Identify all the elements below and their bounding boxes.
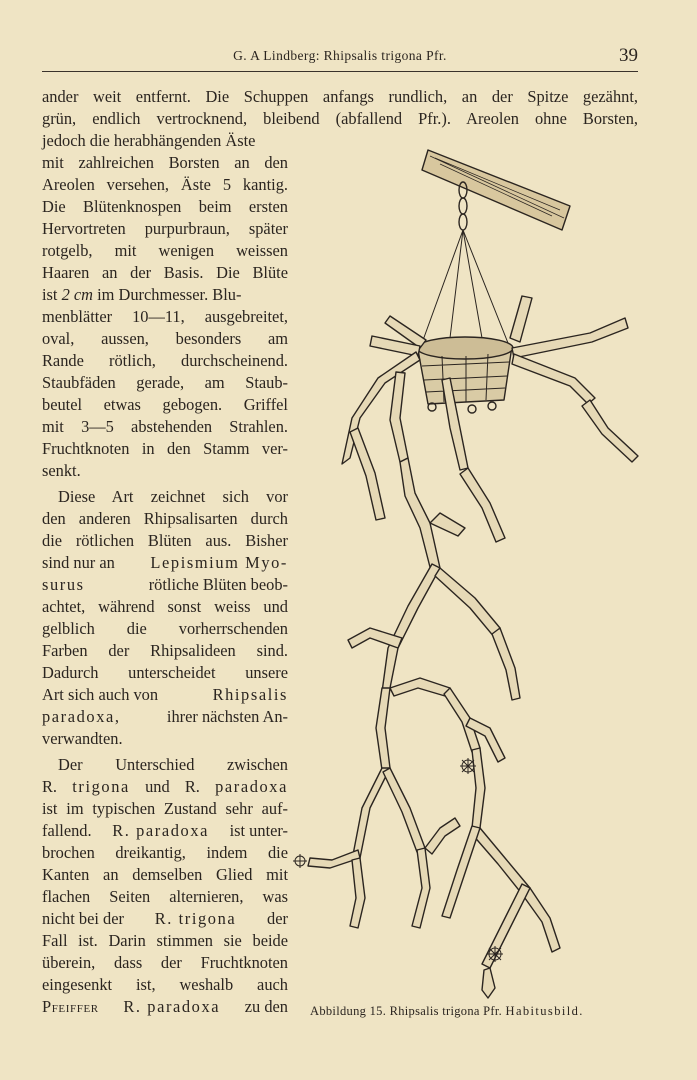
text-run: der bbox=[267, 909, 288, 928]
text-run: trigona bbox=[72, 777, 130, 796]
text-run: im Durchmesser. Blu- bbox=[97, 285, 242, 304]
flower-petals bbox=[487, 946, 503, 962]
basket-rim bbox=[417, 337, 513, 359]
text-line: ist im typischen Zustand sehr auf- bbox=[42, 799, 288, 818]
text-line: Fruchtknoten in den Stamm ver- bbox=[42, 439, 288, 458]
text-run: Rhipsalis bbox=[212, 685, 288, 704]
text-line: überein, dass der Fruchtknoten bbox=[42, 953, 288, 972]
text-line: flachen Seiten alternieren, was bbox=[42, 887, 288, 906]
text-line: die rötlichen Blüten aus. Bisher bbox=[42, 531, 288, 550]
text-line: oval, aussen, besonders am bbox=[42, 329, 288, 348]
text-line: achtet, während sonst weiss und bbox=[42, 597, 288, 616]
text-line: gelblich die vorherrschenden bbox=[42, 619, 288, 638]
text-run: surus bbox=[42, 575, 85, 594]
stem-segment bbox=[522, 888, 560, 952]
text-line: Die Blütenknospen beim ersten bbox=[42, 197, 288, 216]
text-line bbox=[42, 284, 288, 306]
stem-segment bbox=[582, 400, 638, 462]
text-run: Lepismium Myo- bbox=[150, 553, 288, 572]
chain-link bbox=[459, 198, 467, 214]
habit-illustration bbox=[290, 128, 650, 1008]
stem-segment bbox=[482, 968, 495, 998]
caption-title: Rhipsalis trigona Pfr. bbox=[389, 1004, 503, 1018]
text-run: R. bbox=[42, 777, 58, 796]
stem-segment bbox=[412, 848, 430, 928]
stem-segment bbox=[382, 564, 440, 692]
text-line bbox=[42, 552, 288, 574]
text-run: paradoxa, bbox=[42, 707, 121, 726]
text-line: Rande rötlich, durchscheinend. bbox=[42, 351, 288, 370]
stem-segment bbox=[430, 513, 465, 536]
text-line: Areolen versehen, Äste 5 kantig. bbox=[42, 175, 288, 194]
beam-grain bbox=[430, 156, 564, 218]
text-line: Fall ist. Darin stimmen sie beide bbox=[42, 931, 288, 950]
text-line bbox=[42, 820, 288, 842]
text-run: sind nur an bbox=[42, 553, 115, 572]
basket-ring bbox=[488, 402, 496, 410]
text-run: Art sich auch von bbox=[42, 685, 159, 704]
stem-segment bbox=[400, 458, 440, 571]
text-line: grün, endlich vertrocknend, bleibend (abfallend Pfr.). Areolen ohne Borsten, bbox=[42, 109, 638, 128]
stem-segment bbox=[390, 678, 450, 696]
stem-segment bbox=[342, 352, 420, 464]
text-line: Staubfäden gerade, am Staub- bbox=[42, 373, 288, 392]
text-line: Farben der Rhipsalideen sind. bbox=[42, 641, 288, 660]
text-line: senkt. bbox=[42, 461, 81, 480]
hanger-wire bbox=[422, 230, 508, 343]
caption-note: Habitusbild. bbox=[505, 1004, 584, 1018]
text-line: eingesenkt ist, weshalb auch bbox=[42, 975, 288, 994]
text-line: Hervortreten purpurbraun, später bbox=[42, 219, 288, 238]
stem-segment bbox=[425, 818, 460, 854]
text-line bbox=[42, 908, 288, 930]
caption-label: Abbildung 15. bbox=[310, 1004, 387, 1018]
stem-segment bbox=[350, 858, 365, 928]
text-line: den anderen Rhipsalisarten durch bbox=[42, 509, 288, 528]
chain-link bbox=[459, 214, 467, 230]
text-line: ander weit entfernt. Die Schuppen anfangs rundlich, an der Spitze gezähnt, bbox=[42, 87, 638, 106]
stem-segment bbox=[510, 296, 532, 342]
text-run: fallend. bbox=[42, 821, 92, 840]
flower-petals bbox=[293, 854, 307, 868]
text-line: verwandten. bbox=[42, 729, 123, 748]
running-title: G. A Lindberg: Rhipsalis trigona Pfr. bbox=[233, 48, 447, 63]
text-run: R. paradoxa bbox=[123, 997, 221, 1016]
text-line: Haaren an der Basis. Die Blüte bbox=[42, 263, 288, 282]
text-line: jedoch die herabhängenden Äste bbox=[42, 131, 256, 150]
text-run: paradoxa bbox=[215, 777, 288, 796]
stem-segment bbox=[512, 354, 595, 404]
text-run: Pfeiffer bbox=[42, 997, 99, 1016]
stem-segment bbox=[492, 628, 520, 700]
text-run: R. paradoxa bbox=[112, 821, 209, 840]
text-line: Der Unterschied zwischen bbox=[58, 755, 288, 774]
text-run: nicht bei der bbox=[42, 909, 124, 928]
basket-ring bbox=[468, 405, 476, 413]
stem-segment bbox=[512, 318, 628, 358]
text-run: ihrer nächsten An- bbox=[166, 707, 288, 726]
text-line bbox=[42, 776, 288, 798]
stem-segment bbox=[460, 468, 505, 542]
rhipsalis-drawing bbox=[290, 128, 650, 1008]
text-line: Diese Art zeichnet sich vor bbox=[58, 487, 288, 506]
stem-segment bbox=[350, 428, 385, 520]
text-run: R. trigona bbox=[154, 909, 237, 928]
text-line: Kanten an demselben Glied mit bbox=[42, 865, 288, 884]
text-run: rötliche Blüten beob- bbox=[148, 575, 288, 594]
flower-petals bbox=[460, 758, 476, 774]
text-line: mit zahlreichen Borsten an den bbox=[42, 153, 288, 172]
text-run: ist bbox=[42, 285, 58, 304]
text-line: brochen dreikantig, indem die bbox=[42, 843, 288, 862]
text-line: rotgelb, mit wenigen weissen bbox=[42, 241, 288, 260]
text-line bbox=[42, 706, 288, 728]
text-run: ist unter- bbox=[229, 821, 288, 840]
running-head bbox=[42, 47, 638, 72]
text-run: und bbox=[145, 777, 170, 796]
stem-segment bbox=[442, 826, 480, 918]
text-line: mit 3—5 abstehenden Strahlen. bbox=[42, 417, 288, 436]
text-line: beutel etwas gebogen. Griffel bbox=[42, 395, 288, 414]
measure-text: 2 cm bbox=[61, 285, 94, 304]
stem-segment bbox=[352, 768, 390, 860]
text-run: R. bbox=[184, 777, 200, 796]
stem-segment bbox=[435, 568, 500, 638]
text-run: zu den bbox=[244, 997, 288, 1016]
text-line: menblätter 10—11, ausgebreitet, bbox=[42, 307, 288, 326]
page-number: 39 bbox=[619, 45, 638, 66]
stem-segment bbox=[376, 688, 390, 770]
text-line bbox=[42, 574, 288, 596]
text-line bbox=[42, 684, 288, 706]
figure-caption bbox=[310, 1004, 630, 1019]
text-line bbox=[42, 996, 288, 1018]
stem-segment bbox=[348, 628, 402, 648]
stem-segment bbox=[390, 372, 408, 462]
stem-segment bbox=[383, 768, 425, 852]
text-line: Dadurch unterscheidet unsere bbox=[42, 663, 288, 682]
